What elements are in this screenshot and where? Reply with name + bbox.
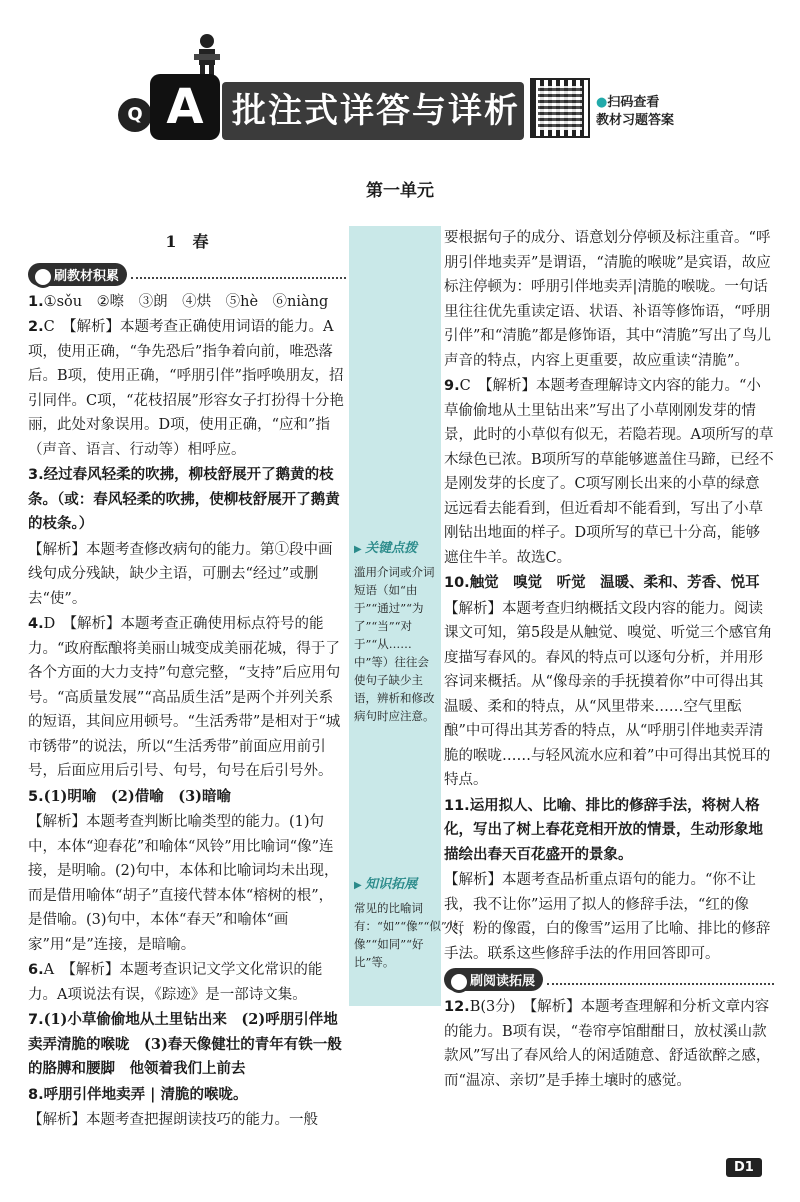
lesson-title: 1 春	[165, 232, 209, 251]
sidebar-note-head: ▶ 知识拓展	[350, 876, 442, 895]
answer-item: 【解析】本题考查判断比喻类型的能力。(1)句中，本体“迎春花”和喻体“风铃”用比喻词“像”连接，是明喻。(2)句中，本体和比喻词均未出现，而是借用喻体“胡子”直接代替本体“榕树的根”，是借喻。(3)句中，本体“春天”和喻体“画家”用“是”连接，是暗喻。	[28, 814, 339, 953]
qr-code-icon[interactable]	[530, 78, 590, 138]
answer-item: 1.①sǒu ②嚓 ③朗 ④烘 ⑤hè ⑥niàng	[28, 293, 329, 310]
answer-item: 【解析】本题考查归纳概括文段内容的能力。阅读课文可知，第5段是从触觉、嗅觉、听觉三个感官角度描写春风的。春风的特点可以逐句分析，并用形容词来概括。从“像母亲的手抚摸着你”中可得出其温暖、柔和的特点，从“风里带来……空气里酝酿”中可得出其芳香的特点，从“呼朋引伴地卖弄清脆的喉咙……与轻风流水应和着”中可得出其悦耳的特点。	[444, 600, 773, 788]
answer-item: 2.C 【解析】本题考查正确使用词语的能力。A项，使用正确，“争先恐后”指争着向前，唯恐落后。B项，使用正确，“呼朋引伴”指呼唤朋友，招引同伴。C项，“花枝招展”形容女子打扮得十分艳丽，此处对象误用。D项，使用正确，“应和”指（声音、语言、行动等）相呼应。	[28, 319, 344, 458]
header-banner: 批注式详答与详析	[222, 82, 524, 140]
sidebar-note-head: ▶ 关键点拨	[350, 540, 442, 559]
qr-note-line1: 扫码查看	[607, 95, 660, 110]
answer-item: 12.B(3分) 【解析】本题考查理解和分析文章内容的能力。B项有误，“卷帘亭馆酣酣日，放杖溪山款款风”写出了春风给人的闲适随意、舒适欲醉之感，而“温凉、亲切”是手捧土壤时的感觉。	[444, 999, 771, 1089]
qr-note-line2: 教材习题答案	[596, 113, 675, 128]
right-column	[444, 226, 774, 1094]
section-badge: 刷阅读拓展	[444, 968, 543, 991]
sidebar-note-extension	[350, 876, 465, 971]
answer-item: 要根据句子的成分、语意划分停顿及标注重音。“呼朋引伴地卖弄”是谓语，“清脆的喉咙”是宾语，故应标注停顿为：呼朋引伴地卖弄|清脆的喉咙。一句话里往往优先重读定语、状语、补语等修饰语，“呼朋引伴”和“清脆”都是修饰语，其中“清脆”写出了鸟儿声音的特点，内容上更重要，故应重读“清脆”。	[444, 230, 772, 369]
answer-item: 10.触觉 嗅觉 听觉 温暖、柔和、芳香、悦耳	[444, 574, 760, 591]
logo-q-icon: Q	[118, 98, 152, 132]
answer-item: 6.A 【解析】本题考查识记文学文化常识的能力。A项说法有误，《踪迹》是一部诗文集。	[28, 962, 323, 1003]
qr-note: ●扫码查看 教材习题答案	[596, 95, 675, 128]
answer-item: 【解析】本题考查品析重点语句的能力。“你不让我，我不让你”运用了拟人的修辞手法，“红的像火，粉的像霞，白的像雪”运用了比喻、排比的修辞手法。联系这些修辞手法的作用回答即可。	[444, 872, 771, 962]
section-badge: 刷教材积累	[28, 263, 127, 286]
answer-item: 7.(1)小草偷偷地从土里钻出来 (2)呼朋引伴地卖弄清脆的喉咙 (3)春天像健壮的青年有铁一般的胳膊和腰脚 他领着我们上前去	[28, 1011, 342, 1077]
answer-item: 4.D 【解析】本题考查正确使用标点符号的能力。“政府酝酿将美丽山城变成美丽花城，得于了各个方面的大力支持”句意完整，“支持”后应用句号。“高质量发展”“高品质生活”是两个并列关系的短语，其间应用顿号。“生活秀带”是相对于“城市锈带”的说法，所以“生活秀带”前面应用前引号，后面应用后引号、句号，句号在后引号外。	[28, 616, 341, 779]
sidebar-note-text: 常见的比喻词有：“如”“像”“似”“好像”“如同”“好比”等。	[354, 901, 465, 969]
section-header-textbook	[28, 263, 346, 286]
unit-title: 第一单元	[366, 181, 434, 201]
answer-item: 8.呼朋引伴地卖弄 | 清脆的喉咙。	[28, 1085, 248, 1103]
divider	[131, 269, 346, 279]
sidebar-note-text: 滥用介词或介词短语（如“由于”“通过”“为了”“当”“对于”“从……中”等）往往会使句子缺少主语，辨析和修改病句时应注意。	[354, 565, 435, 723]
answer-item: 5.(1)明喻 (2)借喻 (3)暗喻	[28, 787, 232, 805]
answer-item: 11.运用拟人、比喻、排比的修辞手法，将树人格化，写出了树上春花竞相开放的情景，生动形象地描绘出春天百花盛开的景象。	[444, 796, 763, 863]
reading-figure-icon	[190, 32, 224, 76]
answer-item: 【解析】本题考查把握朗读技巧的能力。一般	[28, 1112, 318, 1128]
logo-a-icon: A	[150, 74, 220, 140]
page-number: D1	[726, 1158, 762, 1177]
left-column	[28, 226, 346, 1134]
answer-item: 【解析】本题考查修改病句的能力。第①段中画线句成分残缺，缺少主语，可删去“经过”或删去“使”。	[28, 541, 333, 607]
answer-item: 3.经过春风轻柔的吹拂，柳枝舒展开了鹅黄的枝条。（或：春风轻柔的吹拂，使柳枝舒展开了鹅黄的枝条。）	[28, 466, 340, 532]
section-header-reading	[444, 968, 774, 991]
divider	[547, 975, 774, 985]
sidebar-note-key-point	[350, 540, 442, 725]
page-header	[0, 0, 800, 160]
answer-item: 9.C 【解析】本题考查理解诗文内容的能力。“小草偷偷地从土里钻出来”写出了小草刚刚发芽的情景，此时的小草似有似无，若隐若现。A项所写的草木绿色已浓。B项所写的草能够遮盖住马蹄，已经不是刚发芽的长度了。C项写刚长出来的小草的绿意远远看去能看到，但近看却不能看到，写出了小草刚钻出地面的样子。D项所写的草已十分高，能够遮住牛羊。故选C。	[444, 378, 774, 566]
